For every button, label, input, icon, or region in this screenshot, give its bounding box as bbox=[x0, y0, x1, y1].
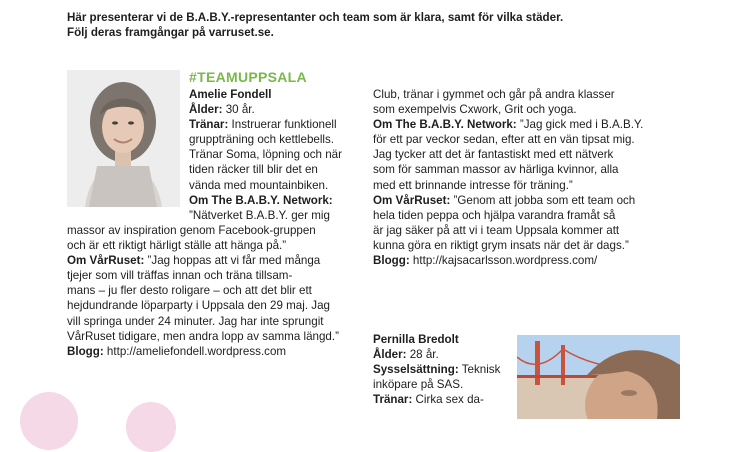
coach-text: Instruerar funktionell bbox=[228, 118, 337, 132]
intro-line-2: Följ deras framgångar på varruset.se. bbox=[67, 26, 274, 39]
network-text: Jag tycker att det är fantastiskt med ett nätverk bbox=[373, 148, 614, 162]
job-text: inköpare på SAS. bbox=[373, 378, 464, 392]
coach-text: tiden räcker till blir det en bbox=[189, 163, 318, 177]
decorative-pink-circle bbox=[126, 402, 176, 452]
network-text: massor av inspiration genom Facebook-gruppen bbox=[67, 224, 316, 237]
varruset-text: vill springa under 24 minuter. Jag har inte sprungit bbox=[67, 314, 324, 328]
age-value: 28 år. bbox=[406, 348, 439, 362]
network-text: för ett par veckor sedan, efter att en vän tipsat mig. bbox=[373, 133, 635, 147]
coach-label: Tränar: bbox=[373, 393, 413, 407]
network-label: Om The B.A.B.Y. Network: bbox=[373, 118, 517, 132]
amelie-name: Amelie Fondell bbox=[189, 88, 272, 101]
blog-label: Blogg: bbox=[373, 254, 410, 268]
coach-label: Tränar: bbox=[189, 118, 229, 132]
team-heading: #TEAMUPPSALA bbox=[189, 69, 307, 85]
training-text: Club, tränar i gymmet och går på andra klasser bbox=[373, 88, 615, 101]
kajsa-profile bbox=[373, 87, 673, 268]
varruset-label: Om VårRuset: bbox=[67, 254, 145, 268]
varruset-text: ”Genom att jobba som ett team och bbox=[450, 193, 636, 207]
intro-text bbox=[67, 10, 727, 40]
coach-text: Tränar Soma, löpning och när bbox=[189, 148, 342, 162]
age-label: Ålder: bbox=[373, 348, 407, 362]
varruset-text: mans – ju fler desto roligare – och att det blir ett bbox=[67, 284, 312, 298]
varruset-text: VårRuset tidigare, men andra lopp av samma längd.” bbox=[67, 329, 339, 343]
decorative-pink-circle bbox=[20, 392, 78, 450]
network-text: ”Jag gick med i B.A.B.Y. bbox=[516, 118, 644, 132]
intro-line-1: Här presenterar vi de B.A.B.Y.-representanter och team som är klara, samt för vilka städer. bbox=[67, 11, 564, 24]
training-text: som exempelvis Cxwork, Grit och yoga. bbox=[373, 103, 577, 117]
varruset-text: hela tiden peppa och hjälpa varandra framåt så bbox=[373, 208, 616, 222]
network-text: med ett brinnande intresse för träning.” bbox=[373, 178, 573, 192]
network-text: ”Nätverket B.A.B.Y. ger mig bbox=[189, 208, 330, 222]
amelie-portrait-photo bbox=[67, 70, 180, 207]
age-label: Ålder: bbox=[189, 103, 223, 117]
amelie-profile-continued bbox=[67, 223, 364, 359]
network-text: som för samman massor av härliga kvinnor, alla bbox=[373, 163, 619, 177]
age-value: 30 år. bbox=[222, 103, 255, 117]
varruset-text: kunna göra en riktigt grym insats när det är dags.” bbox=[373, 238, 629, 252]
amelie-profile bbox=[189, 87, 364, 223]
blog-link[interactable]: http://kajsacarlsson.wordpress.com/ bbox=[409, 254, 598, 268]
varruset-text: är jag säker på att vi i team Uppsala kommer att bbox=[373, 223, 620, 237]
pernilla-profile bbox=[373, 332, 513, 407]
coach-text: Cirka sex da- bbox=[412, 393, 484, 407]
pernilla-name: Pernilla Bredolt bbox=[373, 333, 459, 346]
network-text: och är ett riktigt härligt ställe att hänga på.” bbox=[67, 239, 287, 253]
varruset-text: tjejer som vill träffas innan och träna tillsam- bbox=[67, 269, 293, 283]
varruset-label: Om VårRuset: bbox=[373, 193, 451, 207]
network-label: Om The B.A.B.Y. Network: bbox=[189, 193, 333, 207]
coach-text: gruppträning och kettlebells. bbox=[189, 133, 335, 147]
pernilla-bridge-photo bbox=[517, 335, 680, 419]
blog-link[interactable]: http://ameliefondell.wordpress.com bbox=[103, 344, 287, 358]
varruset-text: hejdundrande löparparty i Uppsala den 29 maj. Jag bbox=[67, 299, 330, 313]
job-label: Sysselsättning: bbox=[373, 363, 459, 377]
blog-label: Blogg: bbox=[67, 344, 104, 358]
job-text: Teknisk bbox=[458, 363, 501, 377]
varruset-text: ”Jag hoppas att vi får med många bbox=[144, 254, 321, 268]
coach-text: vända med mountainbiken. bbox=[189, 178, 329, 192]
